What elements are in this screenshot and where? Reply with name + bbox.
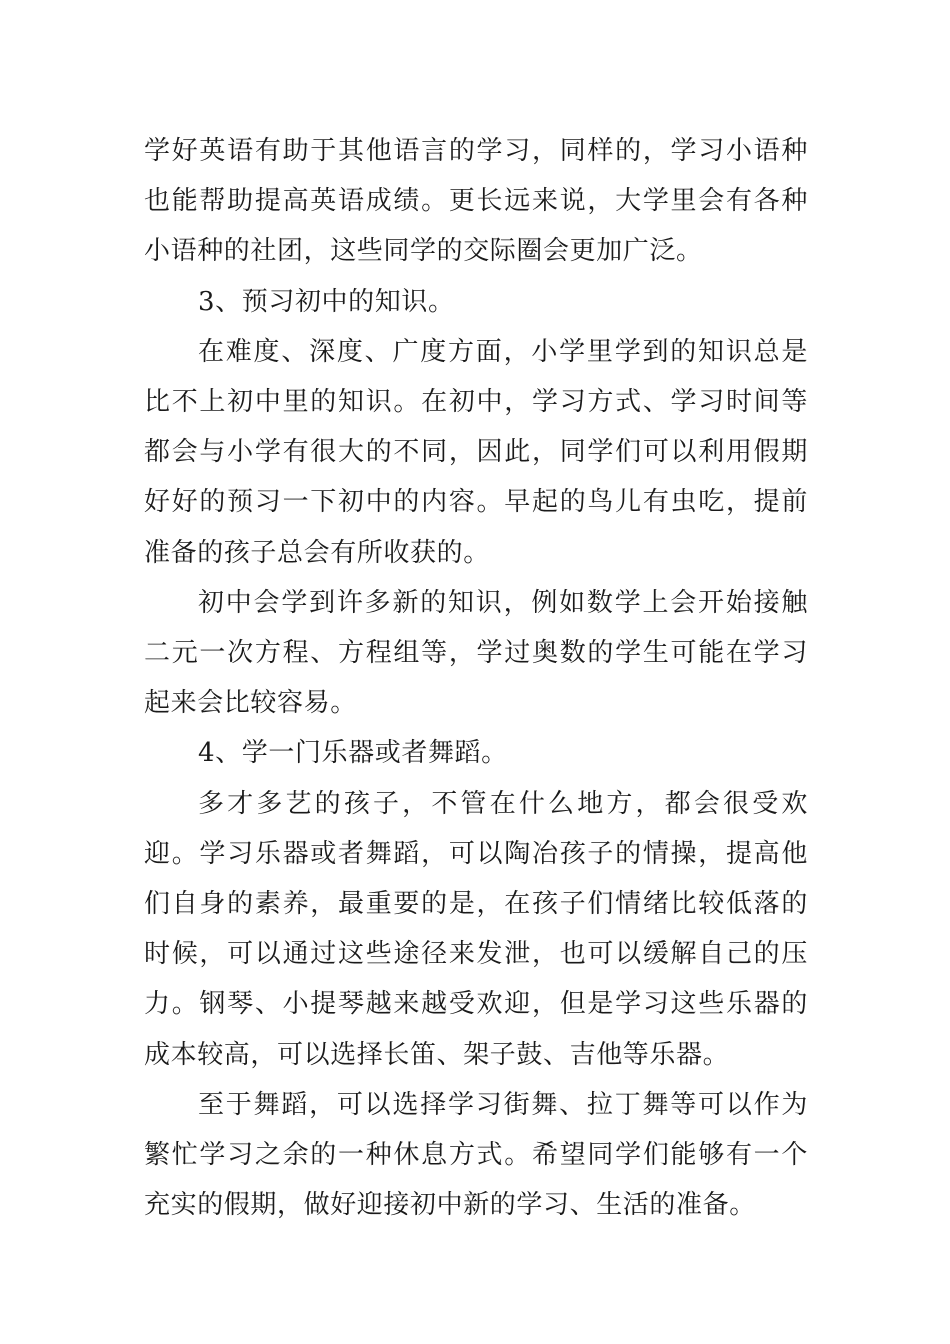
section-heading-3: 3、预习初中的知识。 xyxy=(198,286,455,317)
paragraph-preview-difficulty: 在难度、深度、广度方面，小学里学到的知识总是比不上初中里的知识。在初中，学习方式、学习时间等都会与小学有很大的不同，因此，同学们可以利用假期好好的预习一下初中的内容。早起的鸟儿有虫吃，提前准备的孩子总会有所收获的。 xyxy=(144,336,808,568)
section-heading-4: 4、学一门乐器或者舞蹈。 xyxy=(198,738,508,769)
paragraph-dance: 至于舞蹈，可以选择学习街舞、拉丁舞等可以作为繁忙学习之余的一种休息方式。希望同学们能够有一个充实的假期，做好迎接初中新的学习、生活的准备。 xyxy=(144,1089,808,1221)
paragraph-instruments: 多才多艺的孩子，不管在什么地方，都会很受欢迎。学习乐器或者舞蹈，可以陶冶孩子的情操，提高他们自身的素养，最重要的是，在孩子们情绪比较低落的时候，可以通过这些途径来发泄，也可以缓解自己的压力。钢琴、小提琴越来越受欢迎，但是学习这些乐器的成本较高，可以选择长笛、架子鼓、吉他等乐器。 xyxy=(144,788,808,1070)
paragraph-new-knowledge: 初中会学到许多新的知识，例如数学上会开始接触二元一次方程、方程组等，学过奥数的学生可能在学习起来会比较容易。 xyxy=(144,587,808,719)
document-page xyxy=(144,126,808,1230)
paragraph-continuation: 学好英语有助于其他语言的学习，同样的，学习小语种也能帮助提高英语成绩。更长远来说，大学里会有各种小语种的社团，这些同学的交际圈会更加广泛。 xyxy=(144,136,808,267)
